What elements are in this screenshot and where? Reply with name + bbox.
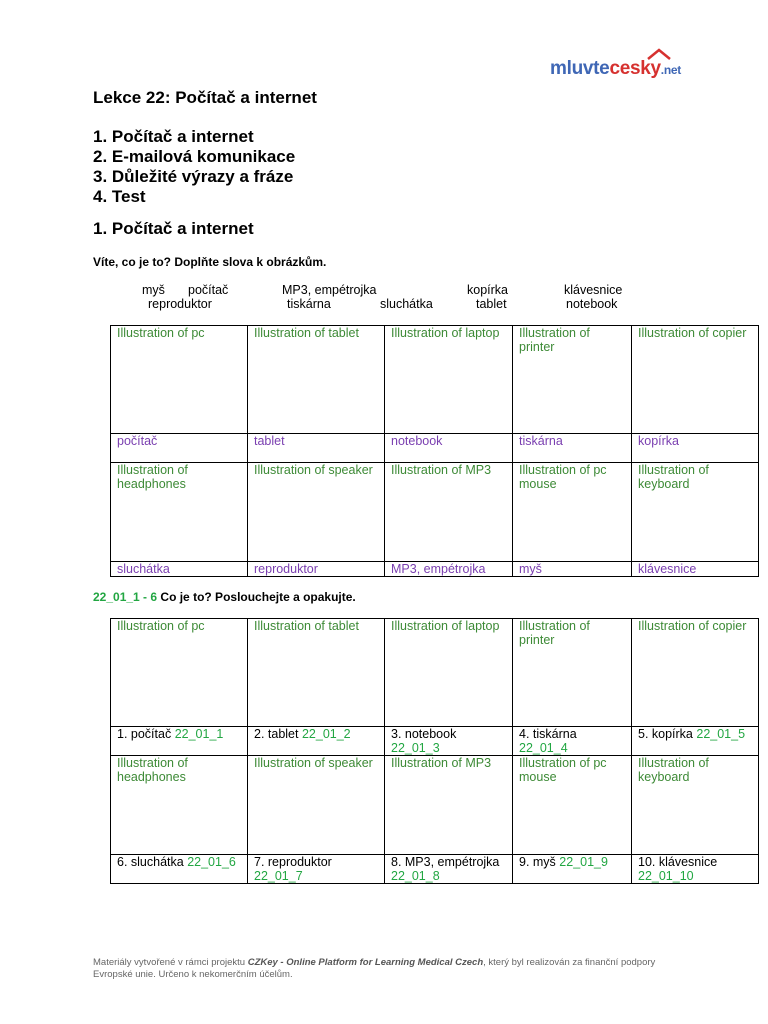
audio-code: 22_01_1 (174, 727, 224, 741)
illustration-cell: Illustration of pc (111, 326, 248, 434)
illustration-cell: Illustration of pc mouse (513, 756, 632, 855)
exercise2-table (110, 618, 759, 884)
answer-cell: notebook (385, 434, 513, 463)
illustration-cell: Illustration of MP3 (385, 463, 513, 562)
word-bank-item: tiskárna (287, 297, 331, 311)
illustration-cell: Illustration of headphones (111, 756, 248, 855)
illustration-cell: Illustration of pc mouse (513, 463, 632, 562)
word-bank-item: klávesnice (564, 283, 623, 297)
illustration-cell: Illustration of laptop (385, 326, 513, 434)
illustration-cell: Illustration of printer (513, 619, 632, 727)
section-heading: 1. Počítač a internet (93, 219, 254, 238)
answer-cell: myš (513, 562, 632, 577)
answer-cell: sluchátka (111, 562, 248, 577)
label-cell: 8. MP3, empétrojka 22_01_8 (385, 855, 513, 884)
answer-cell: tiskárna (513, 434, 632, 463)
label-cell: 9. myš 22_01_9 (513, 855, 632, 884)
illustration-cell: Illustration of tablet (248, 619, 385, 727)
label-cell: 4. tiskárna 22_01_4 (513, 727, 632, 756)
footer-note: Materiály vytvořené v rámci projektu CZKey - Online Platform for Learning Medical Czech, který byl realizován za finanční podpory Evropské unie. Určeno k nekomerčním účelům. (93, 957, 656, 980)
toc-item: 4. Test (93, 187, 146, 206)
label-cell: 10. klávesnice 22_01_10 (632, 855, 759, 884)
illustration-cell: Illustration of MP3 (385, 756, 513, 855)
answer-cell: reproduktor (248, 562, 385, 577)
audio-code: 22_01_2 (301, 727, 351, 741)
table-of-contents (93, 127, 295, 207)
label-cell: 2. tablet 22_01_2 (248, 727, 385, 756)
word-bank-item: notebook (566, 297, 618, 311)
toc-item: 3. Důležité výrazy a fráze (93, 167, 294, 186)
illustration-cell: Illustration of speaker (248, 756, 385, 855)
toc-item: 2. E-mailová komunikace (93, 147, 296, 166)
audio-code: 22_01_4 (519, 741, 568, 755)
illustration-cell: Illustration of tablet (248, 326, 385, 434)
audio-code: 22_01_6 (187, 855, 236, 869)
audio-code: 22_01_5 (696, 727, 746, 741)
audio-code: 22_01_7 (254, 869, 303, 883)
label-cell: 6. sluchátka 22_01_6 (111, 855, 248, 884)
audio-code: 22_01_1 - 6 (93, 590, 158, 604)
exercise1-table (110, 325, 759, 577)
label-cell: 1. počítač 22_01_1 (111, 727, 248, 756)
logo-text: mluvtecesky.net (550, 58, 681, 79)
illustration-cell: Illustration of speaker (248, 463, 385, 562)
word-bank-item: počítač (188, 283, 229, 297)
word-bank-item: kopírka (467, 283, 508, 297)
illustration-cell: Illustration of copier (632, 326, 759, 434)
word-bank-item: reproduktor (148, 297, 212, 311)
audio-code: 22_01_9 (559, 855, 608, 869)
word-bank-item: MP3, empétrojka (282, 283, 377, 297)
illustration-cell: Illustration of printer (513, 326, 632, 434)
exercise2-instruction: 22_01_1 - 6 Co je to? Poslouchejte a opakujte. (93, 590, 356, 604)
audio-code: 22_01_10 (638, 869, 694, 883)
answer-cell: tablet (248, 434, 385, 463)
label-cell: 5. kopírka 22_01_5 (632, 727, 759, 756)
audio-code: 22_01_3 (391, 741, 440, 755)
site-logo (550, 48, 690, 84)
word-bank-item: tablet (476, 297, 507, 311)
lesson-title: Lekce 22: Počítač a internet (93, 88, 317, 107)
answer-cell: klávesnice (632, 562, 759, 577)
exercise1-instruction: Víte, co je to? Doplňte slova k obrázkům. (93, 255, 327, 269)
answer-cell: MP3, empétrojka (385, 562, 513, 577)
illustration-cell: Illustration of laptop (385, 619, 513, 727)
word-bank-item: myš (142, 283, 165, 297)
illustration-cell: Illustration of pc (111, 619, 248, 727)
illustration-cell: Illustration of keyboard (632, 756, 759, 855)
label-cell: 7. reproduktor 22_01_7 (248, 855, 385, 884)
answer-cell: počítač (111, 434, 248, 463)
illustration-cell: Illustration of headphones (111, 463, 248, 562)
label-cell: 3. notebook 22_01_3 (385, 727, 513, 756)
illustration-cell: Illustration of copier (632, 619, 759, 727)
answer-cell: kopírka (632, 434, 759, 463)
project-name: CZKey - Online Platform for Learning Medical Czech (247, 957, 484, 968)
audio-code: 22_01_8 (391, 869, 440, 883)
illustration-cell: Illustration of keyboard (632, 463, 759, 562)
word-bank-item: sluchátka (380, 297, 433, 311)
toc-item: 1. Počítač a internet (93, 127, 254, 146)
